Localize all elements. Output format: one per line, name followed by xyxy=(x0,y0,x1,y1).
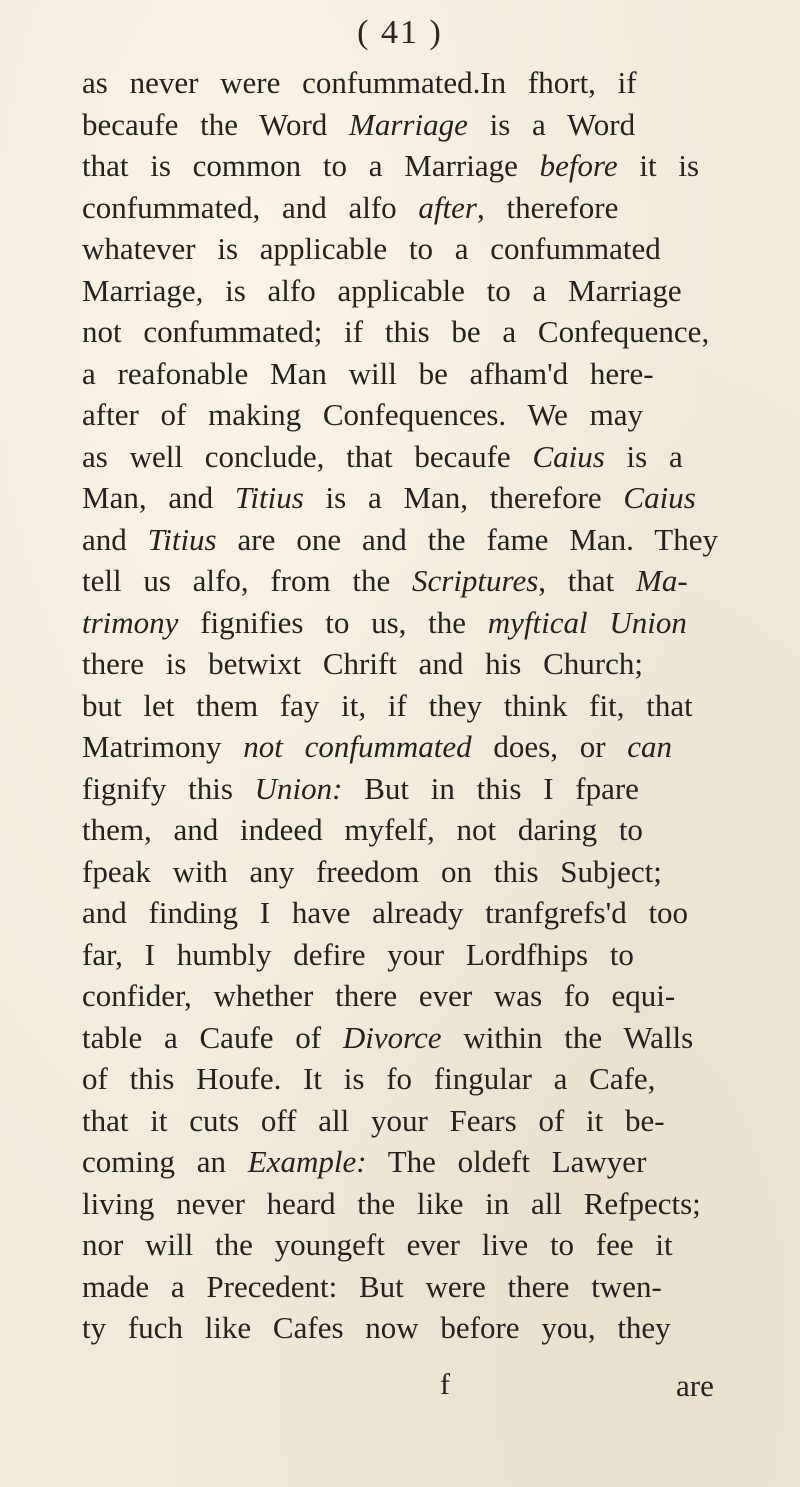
italic-text: can xyxy=(627,729,673,764)
text-segment: Matrimony xyxy=(82,729,244,764)
text-line-content xyxy=(82,145,699,187)
text-line-content xyxy=(82,311,709,353)
text-line-content xyxy=(82,1058,655,1100)
text-line-content xyxy=(82,187,618,229)
text-segment: of this Houfe. It is fo fingular a Cafe, xyxy=(82,1061,656,1096)
text-segment: In fhort, if xyxy=(480,65,637,100)
text-segment: and xyxy=(82,521,148,557)
text-segment: does, or xyxy=(471,729,628,764)
text-line-content xyxy=(82,934,634,976)
text-segment: coming an xyxy=(82,1144,248,1179)
italic-text: Caius xyxy=(532,438,605,474)
text-segment: it is xyxy=(617,148,700,183)
text-line-content xyxy=(82,436,683,478)
text-line-content xyxy=(82,685,693,727)
text-line-content xyxy=(82,104,635,146)
text-line-content xyxy=(82,1100,665,1142)
italic-text: Divorce xyxy=(342,1019,442,1055)
signature-mark: f xyxy=(440,1368,450,1401)
text-segment: , therefore xyxy=(476,189,619,225)
text-line xyxy=(82,436,718,478)
page-number: ( 41 ) xyxy=(357,14,443,51)
italic-text: Marriage xyxy=(349,106,468,142)
text-segment: Man, and xyxy=(82,480,235,515)
text-segment: made a Precedent: But were there twen- xyxy=(82,1268,662,1304)
text-line xyxy=(82,1017,718,1059)
text-segment: are one and the fame Man. They xyxy=(216,521,718,557)
text-line xyxy=(82,1058,718,1100)
text-segment: after of making Confequences. We may xyxy=(82,397,644,432)
text-line-content xyxy=(82,975,675,1017)
text-line-content xyxy=(82,602,687,644)
text-segment: far, I humbly defire your Lordfhips to xyxy=(82,936,634,972)
text-line-content xyxy=(82,892,688,934)
text-line-content xyxy=(82,477,696,519)
text-line-content xyxy=(82,809,643,851)
text-segment: as never were confummated. xyxy=(82,65,481,100)
text-line xyxy=(82,1307,718,1349)
text-segment: Marriage, is alfo applicable to a Marriage xyxy=(82,272,682,308)
text-line-content xyxy=(82,1307,681,1349)
text-segment: nor will the youngeft ever live to fee it xyxy=(82,1227,673,1262)
text-segment: as well conclude, that becaufe xyxy=(82,438,533,474)
italic-text: after xyxy=(418,189,477,225)
text-segment: that it cuts off all your Fears of it be- xyxy=(82,1102,665,1138)
text-segment: not confummated; if this be a Confequence, xyxy=(82,314,710,349)
text-line-content xyxy=(82,1141,646,1183)
text-line xyxy=(82,643,718,685)
text-line-content xyxy=(82,519,718,561)
text-segment: confummated, and alfo xyxy=(82,189,419,225)
text-line xyxy=(82,145,718,187)
text-line xyxy=(82,394,718,436)
text-line xyxy=(82,685,718,727)
text-line-content xyxy=(82,726,672,768)
text-line xyxy=(82,768,718,810)
text-line xyxy=(82,726,718,768)
text-line-content xyxy=(82,643,643,685)
text-segment: fpeak with any freedom on this Subject; xyxy=(82,853,662,889)
italic-text: trimony xyxy=(82,604,179,640)
text-line xyxy=(82,477,718,519)
italic-text: before xyxy=(539,148,618,183)
text-segment: living never heard the like in all Refpects; xyxy=(82,1185,701,1221)
text-segment: But in this I fpare xyxy=(342,770,639,806)
italic-text: myftical Union xyxy=(487,604,687,640)
catchword: are xyxy=(676,1368,714,1403)
text-line xyxy=(82,560,718,602)
text-segment: fignify this xyxy=(82,770,255,806)
text-segment: is a Man, therefore xyxy=(303,480,624,515)
text-line-content xyxy=(82,1183,701,1225)
text-line-content xyxy=(82,851,662,893)
text-line xyxy=(82,851,718,893)
text-line xyxy=(82,1141,718,1183)
text-line xyxy=(82,228,718,270)
text-segment: ty fuch like Cafes now before you, they xyxy=(82,1310,671,1345)
italic-text: Scriptures xyxy=(412,563,539,598)
text-line xyxy=(82,519,718,561)
italic-text: Ma- xyxy=(636,563,688,598)
text-line-content xyxy=(82,353,654,395)
text-segment: a reafonable Man will be afham'd here- xyxy=(82,355,654,391)
text-line-content xyxy=(82,228,661,270)
text-segment: tell us alfo, from the xyxy=(82,563,412,598)
text-segment: confider, whether there ever was fo equi- xyxy=(82,978,676,1013)
text-line xyxy=(82,1266,718,1308)
text-segment: table a Caufe of xyxy=(82,1019,343,1055)
text-line xyxy=(82,1100,718,1142)
text-line-content xyxy=(82,62,637,104)
text-line xyxy=(82,602,718,644)
text-segment: there is betwixt Chrift and his Church; xyxy=(82,646,643,681)
text-line xyxy=(82,1224,718,1266)
text-line-content xyxy=(82,1017,693,1059)
body-text xyxy=(82,62,718,1349)
text-segment: within the Walls xyxy=(441,1019,694,1055)
text-segment: whatever is applicable to a confummated xyxy=(82,231,661,266)
text-segment: is a xyxy=(604,438,683,474)
italic-text: Example: xyxy=(247,1144,367,1179)
text-segment: fignifies to us, the xyxy=(178,604,488,640)
text-line-content xyxy=(82,768,639,810)
italic-text: Titius xyxy=(147,521,217,557)
text-line-content xyxy=(82,270,682,312)
italic-text: Titius xyxy=(234,480,304,515)
text-segment: becaufe the Word xyxy=(82,106,350,142)
text-line xyxy=(82,975,718,1017)
text-line xyxy=(82,1183,718,1225)
text-line xyxy=(82,809,718,851)
italic-text: Union: xyxy=(254,770,343,806)
text-segment: that is common to a Marriage xyxy=(82,148,540,183)
text-segment: and finding I have already tranfgrefs'd too xyxy=(82,895,689,930)
text-line-content xyxy=(82,1266,662,1308)
text-line xyxy=(82,270,718,312)
italic-text: not confummated xyxy=(243,729,472,764)
text-line xyxy=(82,62,718,104)
text-segment: , that xyxy=(538,563,637,598)
text-line xyxy=(82,892,718,934)
text-line xyxy=(82,311,718,353)
text-segment: but let them fay it, if they think fit, that xyxy=(82,687,693,723)
text-segment: The oldeft Lawyer xyxy=(366,1144,647,1179)
text-segment: is a Word xyxy=(467,106,636,142)
text-line xyxy=(82,187,718,229)
text-line-content xyxy=(82,394,643,436)
text-line xyxy=(82,104,718,146)
italic-text: Caius xyxy=(623,480,696,515)
text-line xyxy=(82,934,718,976)
text-segment: them, and indeed myfelf, not daring to xyxy=(82,812,643,847)
text-line-content xyxy=(82,560,688,602)
text-line xyxy=(82,353,718,395)
text-line-content xyxy=(82,1224,673,1266)
